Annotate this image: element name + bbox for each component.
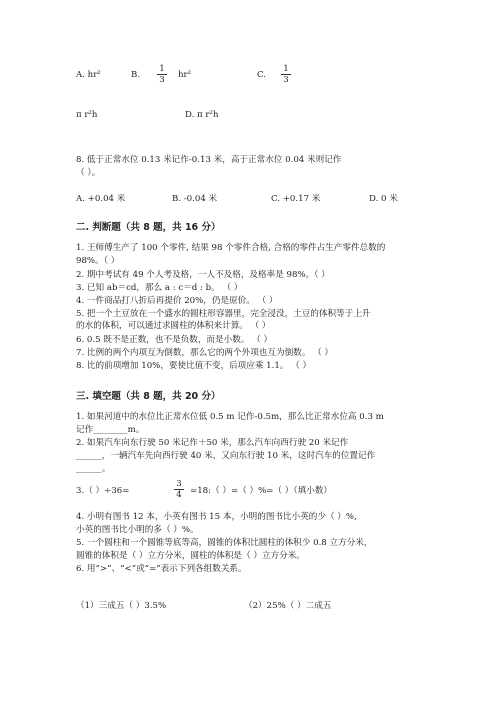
fraction-numerator: 1 (281, 64, 291, 75)
choice-c-value: π r²h (76, 110, 98, 120)
fraction-denominator: 3 (283, 75, 289, 85)
judge-line: 3. 已知 ab＝cd，那么 a : c＝d : b。 （ ） (76, 283, 243, 293)
choice-c-fraction (281, 64, 291, 85)
fill-q2-line1: 2. 如果汽车向东行驶 50 米记作＋50 米，那么汽车向西行驶 20 米记作 (76, 438, 349, 448)
choice-b-label: B. (131, 70, 141, 80)
judge-line: 2. 期中考试有 49 个人考及格，一人不及格，及格率是 98%。（ ） (76, 270, 330, 280)
fill-q1-line1: 1. 如果河道中的水位比正常水位低 0.5 m 记作-0.5m，那么比正常水位高 0.3 m (76, 412, 384, 422)
fraction-denominator: 4 (176, 490, 182, 500)
judge-line: 4. 一件商品打八折后再提价 20%，仍是原价。 （ ） (76, 296, 278, 306)
section-3-title: 三. 填空题（共 8 题，共 20 分） (76, 391, 221, 402)
choice-d: D. π r²h (185, 110, 219, 120)
q8-option-a: A. +0.04 米 (76, 194, 126, 204)
judge-line: 98%。（ ） (76, 256, 120, 266)
choice-c-label: C. (257, 70, 267, 80)
fill-q5-line1: 5. 一个圆柱和一个圆锥等底等高，圆锥的体积比圆柱的体积少 0.8 立方分米， (76, 538, 373, 548)
q8-option-d: D. 0 米 (369, 194, 398, 204)
fill-q3-prefix: 3.（ ）÷36= (76, 486, 130, 496)
judge-line: 7. 比例的两个内项互为倒数，那么它的两个外项也互为倒数。 （ ） (76, 348, 334, 358)
fill-q4-line2: 小英的图书比小明的多（ ）%。 (76, 525, 199, 535)
fill-q5-line2: 圆锥的体积是（ ）立方分米，圆柱的体积是（ ）立方分米。 (76, 551, 305, 561)
q8-text-line1: 8. 低于正常水位 0.13 米记作-0.13 米，高于正常水位 0.04 米则记作 (76, 155, 342, 165)
judge-line: 1. 王师傅生产了 100 个零件, 结果 98 个零件合格, 合格的零件占生产零件总数的 (76, 243, 386, 253)
choice-b-tail: hr² (178, 70, 192, 80)
q8-text-line2: （ ）。 (76, 168, 101, 178)
fill-q6-item1: （1）三成五（ ）3.5% (76, 601, 167, 611)
fill-q2-line2: ______，一辆汽车先向西行驶 40 米，又向东行驶 10 米，这时汽车的位置记作 (76, 451, 376, 461)
fill-q6-instruction: 6. 用“>”、“<”或“=”表示下列各组数关系。 (76, 564, 247, 574)
fill-q6-item2: （2）25%（ ）二成五 (244, 601, 332, 611)
fill-q3-suffix: =18:（ ）=（ ）%=（ ）（填小数） (190, 486, 333, 496)
fill-q2-line3: ______。 (76, 464, 111, 474)
fraction-numerator: 3 (174, 479, 184, 490)
judge-line: 的水的体积，可以通过求圆柱的体积来计算。 （ ） (76, 321, 271, 331)
judge-line: 6. 0.5 既不是正数，也不是负数，而是小数。 （ ） (76, 335, 273, 345)
q8-option-b: B. -0.04 米 (172, 194, 218, 204)
choice-a: A. hr² (76, 70, 101, 80)
fill-q1-line2: 记作________m。 (76, 425, 145, 435)
fraction-denominator: 3 (159, 75, 165, 85)
fraction-numerator: 1 (157, 64, 167, 75)
q8-option-c: C. +0.17 米 (271, 194, 321, 204)
fill-q4-line1: 4. 小明有图书 12 本，小英有图书 15 本，小明的图书比小英的少（ ）%, (76, 512, 357, 522)
section-2-title: 二. 判断题（共 8 题，共 16 分） (76, 222, 221, 233)
judge-line: 8. 比的前项增加 10%，要使比值不变，后项应乘 1.1。 （ ） (76, 361, 312, 371)
fill-q3-fraction (174, 479, 184, 500)
choice-b-fraction (157, 64, 167, 85)
judge-line: 5. 把一个土豆放在一个盛水的圆柱形容器里，完全浸没，土豆的体积等于上升 (76, 309, 371, 319)
